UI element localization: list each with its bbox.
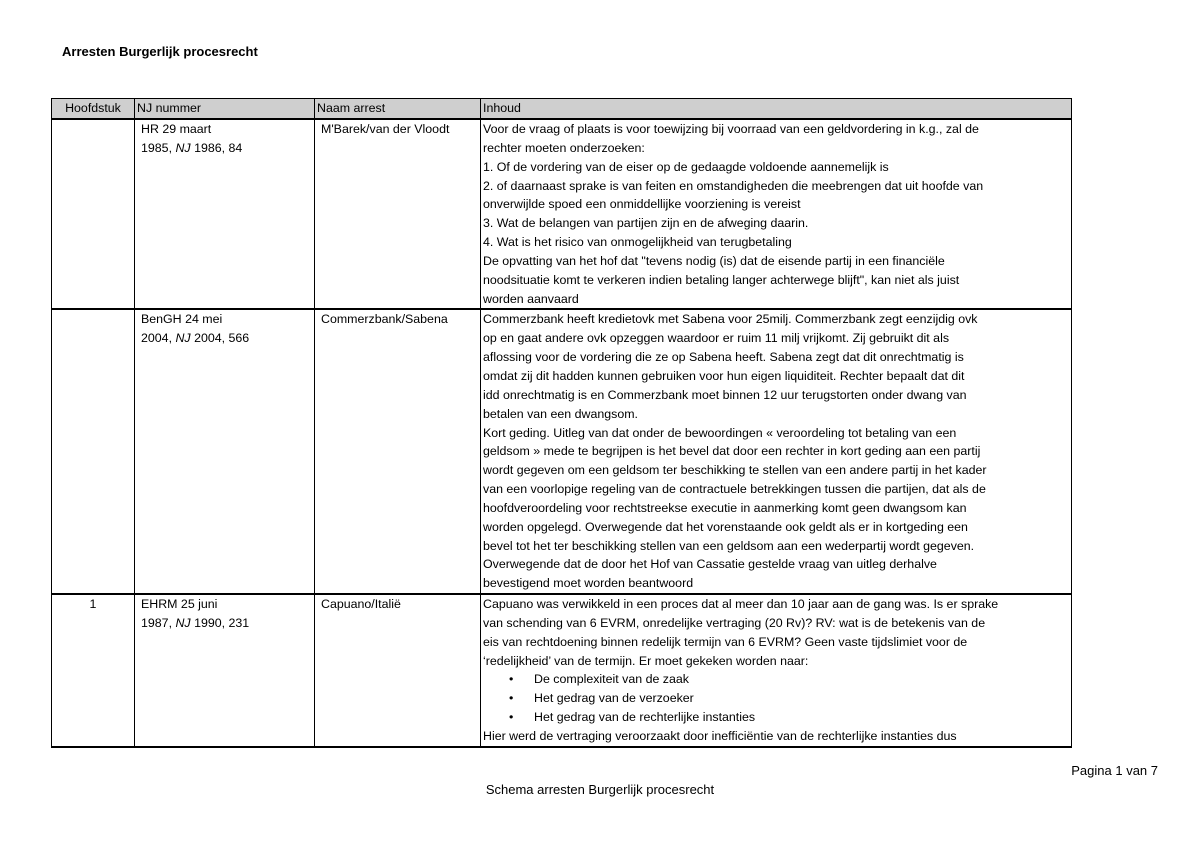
inhoud-line: hoofdveroordeling voor rechtstreekse executie in aanmerking komt geen dwangsom kan <box>483 500 967 515</box>
inhoud-line: onverwijlde spoed een onmiddellijke voorziening is vereist <box>483 197 801 212</box>
cell-inhoud <box>481 309 1072 594</box>
inhoud-line: bevel tot het ter beschikking stellen van een geldsom aan een wederpartij wordt gegeven. <box>483 538 975 553</box>
bullet-text: Het gedrag van de rechterlijke instanties <box>534 710 756 725</box>
bullet-icon: • <box>509 672 514 687</box>
nj-italic: NJ <box>175 331 191 346</box>
cell-hoofdstuk <box>52 119 135 309</box>
inhoud-line: noodsituatie komt te verkeren indien betaling langer achterwege blijft", kan niet als juist <box>483 272 960 287</box>
inhoud-line: van schending van 6 EVRM, onredelijke vertraging (20 Rv)? RV: wat is de betekenis van de <box>483 615 986 630</box>
inhoud-line: 3. Wat de belangen van partijen zijn en de afweging daarin. <box>483 216 809 231</box>
inhoud-line: aflossing voor de vordering die ze op Sabena heeft. Sabena zegt dat dit onrechtmatig is <box>483 350 964 365</box>
table-row <box>52 594 1072 747</box>
bullet-item <box>483 670 1069 689</box>
inhoud-line: betalen van een dwangsom. <box>483 406 638 421</box>
cell-hoofdstuk <box>52 309 135 594</box>
cell-naam-arrest: Commerzbank/Sabena <box>315 309 481 594</box>
inhoud-line: wordt gegeven om een geldsom ter beschikking te stellen van een andere partij in het kader <box>483 463 987 478</box>
inhoud-line: 2. of daarnaast sprake is van feiten en omstandigheden die meebrengen dat uit hoofde van <box>483 178 984 193</box>
table-header-row <box>52 99 1072 120</box>
inhoud-line: Capuano was verwikkeld in een proces dat al meer dan 10 jaar aan de gang was. Is er sprake <box>483 597 999 612</box>
cell-hoofdstuk: 1 <box>52 594 135 747</box>
inhoud-line: worden aanvaard <box>483 291 579 306</box>
header-naam-arrest: Naam arrest <box>315 99 481 120</box>
nj-rest: 2004, 566 <box>194 331 250 346</box>
nj-rest: 1986, 84 <box>194 140 243 155</box>
nj-line: EHRM 25 juni <box>141 597 218 612</box>
inhoud-line: De opvatting van het hof dat "tevens nodig (is) dat de eisende partij in een financiële <box>483 253 945 268</box>
inhoud-line: worden opgelegd. Overwegende dat het vorenstaande ook geldt als er in kortgeding een <box>483 519 968 534</box>
nj-italic: NJ <box>175 615 191 630</box>
inhoud-line: geldsom » mede te begrijpen is het bevel dat door een rechter in kort geding aan een partij <box>483 444 981 459</box>
nj-line <box>141 614 312 633</box>
document-title: Arresten Burgerlijk procesrecht <box>62 44 258 59</box>
page-number: Pagina 1 van 7 <box>1071 763 1158 778</box>
inhoud-line: Commerzbank heeft kredietovk met Sabena voor 25milj. Commerzbank zegt eenzijdig ovk <box>483 312 978 327</box>
bullet-text: De complexiteit van de zaak <box>534 672 689 687</box>
inhoud-line: eis van rechtdoening binnen redelijk termijn van 6 EVRM? Geen vaste tijdslimiet voor de <box>483 634 968 649</box>
inhoud-line: Voor de vraag of plaats is voor toewijzing bij voorraad van een geldvordering in k.g., zal de <box>483 122 979 136</box>
bullet-item <box>483 689 1069 708</box>
inhoud-line: ‘redelijkheid’ van de termijn. Er moet gekeken worden naar: <box>483 653 809 668</box>
cell-inhoud <box>481 119 1072 309</box>
inhoud-line: Kort geding. Uitleg van dat onder de bewoordingen « veroordeling tot betaling van een <box>483 425 957 440</box>
nj-line: BenGH 24 mei <box>141 312 223 327</box>
header-nj-nummer: NJ nummer <box>135 99 315 120</box>
bullet-text: Het gedrag van de verzoeker <box>534 691 694 706</box>
nj-rest: 1990, 231 <box>194 615 250 630</box>
cell-nj-nummer <box>135 309 315 594</box>
header-hoofdstuk: Hoofdstuk <box>52 99 135 120</box>
inhoud-line: omdat zij dit hadden kunnen gebruiken voor hun eigen liquiditeit. Rechter bepaalt dat dit <box>483 368 965 383</box>
nj-line: HR 29 maart <box>141 122 212 136</box>
inhoud-line: op en gaat andere ovk opzeggen waardoor er ruim 11 milj vrijkomt. Zij gebruikt dit als <box>483 331 950 346</box>
inhoud-line: 1. Of de vordering van de eiser op de gedaagde voldoende aannemelijk is <box>483 159 889 174</box>
inhoud-line: Overwegende dat de door het Hof van Cassatie gestelde vraag van uitleg derhalve <box>483 557 937 572</box>
inhoud-line: 4. Wat is het risico van onmogelijkheid van terugbetaling <box>483 235 792 250</box>
bullet-icon: • <box>509 691 514 706</box>
inhoud-line: van een voorlopige regeling van de contractuele betrekkingen tussen die partijen, dat als de <box>483 482 986 497</box>
table-row <box>52 119 1072 309</box>
cell-naam-arrest: Capuano/Italië <box>315 594 481 747</box>
nj-year: 1987, <box>141 615 173 630</box>
bullet-icon: • <box>509 710 514 725</box>
inhoud-line: bevestigend moet worden beantwoord <box>483 576 694 591</box>
nj-line <box>141 329 312 348</box>
bullet-item <box>483 708 1069 727</box>
table-row <box>52 309 1072 594</box>
page-footer: Schema arresten Burgerlijk procesrecht <box>485 782 715 797</box>
arresten-table <box>51 98 1072 748</box>
cell-nj-nummer <box>135 594 315 747</box>
nj-italic: NJ <box>175 140 191 155</box>
inhoud-line: Hier werd de vertraging veroorzaakt door inefficiëntie van de rechterlijke instanties dus <box>483 729 957 743</box>
cell-naam-arrest: M'Barek/van der Vloodt <box>315 119 481 309</box>
cell-nj-nummer <box>135 119 315 309</box>
inhoud-line: rechter moeten onderzoeken: <box>483 140 645 155</box>
nj-line <box>141 139 312 158</box>
nj-year: 1985, <box>141 140 173 155</box>
header-inhoud: Inhoud <box>481 99 1072 120</box>
inhoud-line: idd onrechtmatig is en Commerzbank moet binnen 12 uur terugstorten onder dwang van <box>483 387 967 402</box>
cell-inhoud <box>481 594 1072 747</box>
nj-year: 2004, <box>141 331 173 346</box>
